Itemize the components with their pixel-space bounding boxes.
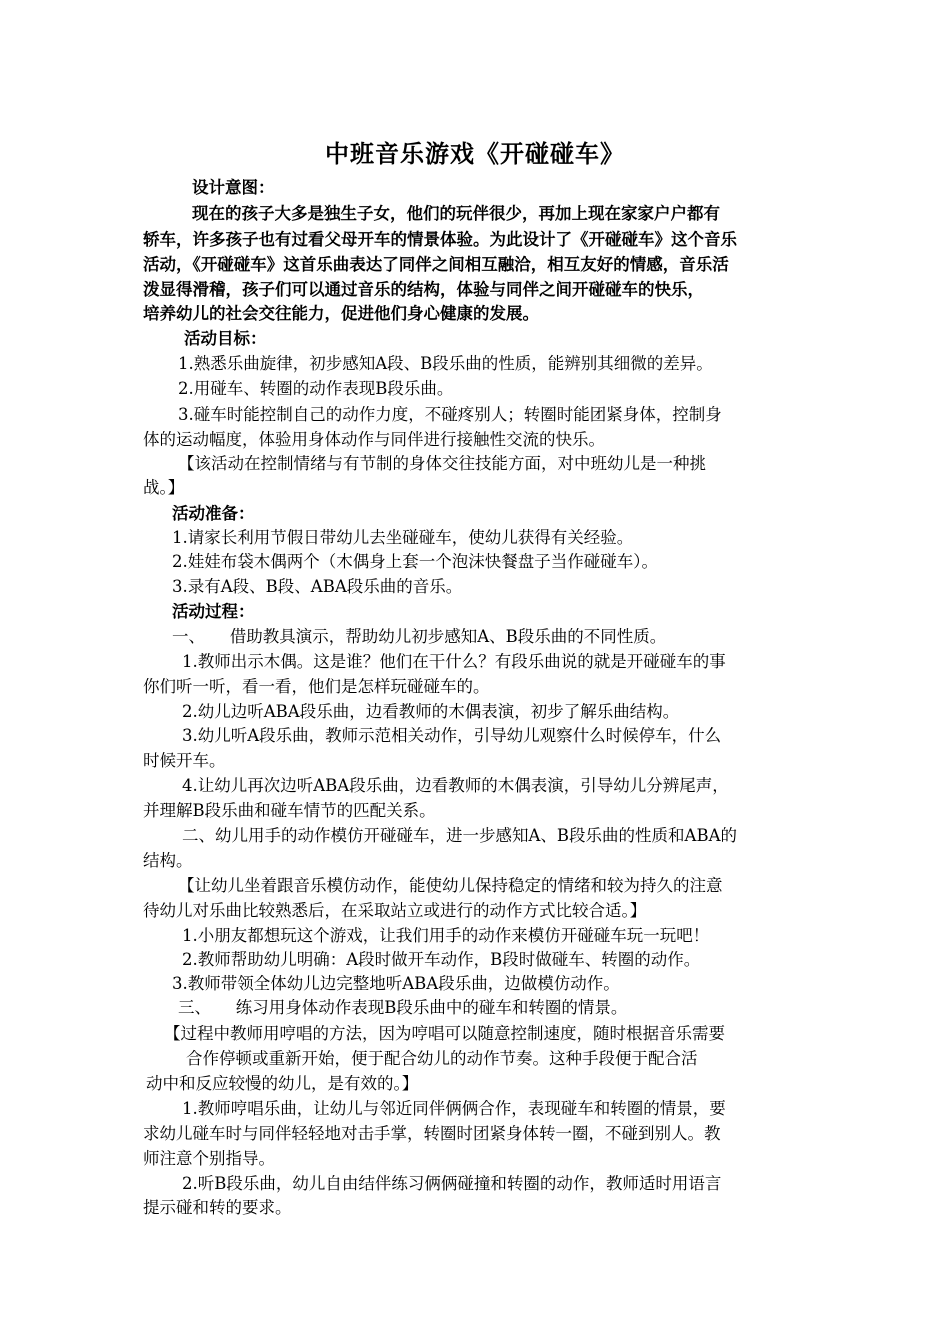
note-line: 动中和反应较慢的幼儿，是有效的。】 <box>146 1074 419 1093</box>
list-item-continuation: 并理解B段乐曲和碰车情节的匹配关系。 <box>143 801 436 820</box>
list-item: 2.教师帮助幼儿明确：A段时做开车动作，B段时做碰车、转圈的动作。 <box>182 950 701 969</box>
step-heading-continuation: 结构。 <box>143 851 193 870</box>
list-item-continuation: 时候开车。 <box>143 751 226 770</box>
note-line: 战。】 <box>143 478 185 497</box>
list-item: 3.录有A段、B段、ABA段乐曲的音乐。 <box>172 577 463 596</box>
step-heading: 一、 借助教具演示，帮助幼儿初步感知A、B段乐曲的不同性质。 <box>172 627 667 646</box>
list-item-continuation: 提示碰和转的要求。 <box>143 1198 292 1217</box>
paragraph-line: 活动，《开碰碰车》这首乐曲表达了同伴之间相互融洽，相互友好的情感，音乐活 <box>143 255 729 274</box>
section-heading-preparation: 活动准备： <box>172 504 255 523</box>
note-line: 合作停顿或重新开始，便于配合幼儿的动作节奏。这种手段便于配合活 <box>186 1049 698 1068</box>
paragraph-line: 轿车，许多孩子也有过看父母开车的情景体验。为此设计了《开碰碰车》这个音乐 <box>143 230 737 249</box>
note-line: 【该活动在控制情绪与有节制的身体交往技能方面，对中班幼儿是一种挑 <box>178 454 706 473</box>
list-item: 1.熟悉乐曲旋律，初步感知A段、B段乐曲的性质，能辨别其细微的差异。 <box>178 354 713 373</box>
section-heading-design-intent: 设计意图： <box>192 178 275 197</box>
list-item: 2.娃娃布袋木偶两个（木偶身上套一个泡沫快餐盘子当作碰碰车）。 <box>172 552 658 571</box>
list-item: 2.用碰车、转圈的动作表现B段乐曲。 <box>178 379 454 398</box>
list-item: 1.请家长利用节假日带幼儿去坐碰碰车，使幼儿获得有关经验。 <box>172 528 634 547</box>
list-item: 2.幼儿边听ABA段乐曲，边看教师的木偶表演，初步了解乐曲结构。 <box>182 702 680 721</box>
list-item: 3.教师带领全体幼儿边完整地听ABA段乐曲，边做模仿动作。 <box>172 974 620 993</box>
list-item-continuation: 师注意个别指导。 <box>143 1149 275 1168</box>
note-line: 【过程中教师用哼唱的方法，因为哼唱可以随意控制速度，随时根据音乐需要 <box>164 1024 725 1043</box>
note-line: 【让幼儿坐着跟音乐模仿动作，能使幼儿保持稳定的情绪和较为持久的注意 <box>178 876 723 895</box>
paragraph-line: 现在的孩子大多是独生子女，他们的玩伴很少，再加上现在家家户户都有 <box>192 204 720 223</box>
step-heading: 二、幼儿用手的动作模仿开碰碰车，进一步感知A、B段乐曲的性质和ABA的 <box>182 826 737 845</box>
list-item-continuation: 体的运动幅度，体验用身体动作与同伴进行接触性交流的快乐。 <box>143 430 605 449</box>
list-item: 3.碰车时能控制自己的动作力度，不碰疼别人；转圈时能团紧身体，控制身 <box>178 405 722 424</box>
list-item: 1.教师哼唱乐曲，让幼儿与邻近同伴俩俩合作，表现碰车和转圈的情景，要 <box>182 1099 726 1118</box>
note-line: 待幼儿对乐曲比较熟悉后，在采取站立或进行的动作方式比较合适。】 <box>143 901 647 920</box>
section-heading-process: 活动过程： <box>172 602 255 621</box>
list-item: 2.听B段乐曲，幼儿自由结伴练习俩俩碰撞和转圈的动作，教师适时用语言 <box>182 1174 722 1193</box>
list-item: 1.教师出示木偶。这是谁？他们在干什么？有段乐曲说的就是开碰碰车的事 <box>182 652 726 671</box>
list-item: 1.小朋友都想玩这个游戏，让我们用手的动作来模仿开碰碰车玩一玩吧！ <box>182 926 710 945</box>
section-heading-goals: 活动目标： <box>184 329 267 348</box>
list-item-continuation: 求幼儿碰车时与同伴轻轻地对击手掌，转圈时团紧身体转一圈，不碰到别人。教 <box>143 1124 721 1143</box>
page-title: 中班音乐游戏《开碰碰车》 <box>325 140 625 168</box>
step-heading: 三、 练习用身体动作表现B段乐曲中的碰车和转圈的情景。 <box>178 998 628 1017</box>
list-item: 3.幼儿听A段乐曲，教师示范相关动作，引导幼儿观察什么时候停车，什么 <box>182 726 722 745</box>
list-item-continuation: 你们听一听，看一看，他们是怎样玩碰碰车的。 <box>143 677 490 696</box>
paragraph-line: 培养幼儿的社会交往能力，促进他们身心健康的发展。 <box>143 304 539 323</box>
paragraph-line: 泼显得滑稽，孩子们可以通过音乐的结构，体验与同伴之间开碰碰车的快乐， <box>143 280 704 299</box>
list-item: 4.让幼儿再次边听ABA段乐曲，边看教师的木偶表演，引导幼儿分辨尾声， <box>182 776 729 795</box>
